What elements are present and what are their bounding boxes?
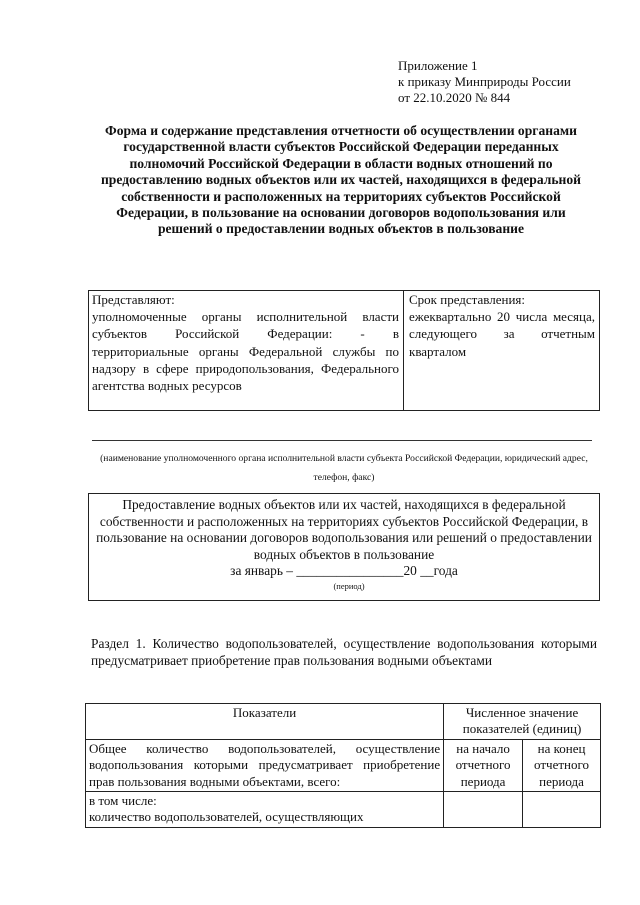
appendix-block xyxy=(398,58,571,106)
appendix-line-3: от 22.10.2020 № 844 xyxy=(398,90,511,105)
row-including-line-1: в том числе: xyxy=(89,793,157,809)
row-total-text: Общее количество водопользователей, осуществление водопользования которыми предусматривает приобретение прав пользования водными объектами, всего: xyxy=(86,739,444,791)
period-caption: (период) xyxy=(333,580,365,591)
submitters-heading: Представляют: xyxy=(92,292,175,307)
org-caption xyxy=(88,449,600,487)
appendix-line-1: Приложение 1 xyxy=(398,58,478,73)
row-including xyxy=(86,792,444,828)
submitters-column xyxy=(89,291,404,410)
table-header-row xyxy=(86,704,601,740)
table-row xyxy=(86,792,601,828)
appendix-line-2: к приказу Минприроды России xyxy=(398,74,571,89)
submission-box xyxy=(88,290,600,411)
col-start-period: на начало отчетного периода xyxy=(444,739,523,791)
deadline-heading: Срок представления: xyxy=(409,292,526,307)
submitters-text: уполномоченные органы исполнительной власти субъектов Российской Федерации: - в территориальные органы Федеральной службы по надзору в сфере природопользования, Федерального агентства водных ресурсов xyxy=(92,309,399,394)
row-including-line-2: количество водопользователей, осуществляющих xyxy=(89,809,364,825)
deadline-text: ежеквартально 20 числа месяца, следующего за отчетным кварталом xyxy=(409,309,595,359)
org-caption-line-1: (наименование уполномоченного органа исполнительной власти субъекта Российской Федерации, юридический адрес, xyxy=(100,453,588,464)
cell-end-value xyxy=(523,792,601,828)
indicators-table xyxy=(85,703,601,828)
document-title: Форма и содержание представления отчетности об осуществлении органами государственной власти субъектов Российской Федерации переданных полномочий Российской Федерации в области водных отношений по предоставлению водных объектов или их частей, находящихся в федеральной собственности и расположенных на территориях субъектов Российской Федерации, в пользование на основании договоров водопользования или решений о предоставлении водных объектов в пользование xyxy=(100,123,582,237)
header-indicators: Показатели xyxy=(86,704,444,740)
deadline-column xyxy=(404,291,599,410)
org-name-line xyxy=(92,440,592,441)
org-caption-line-2: телефон, факс) xyxy=(313,472,375,483)
header-value: Численное значение показателей (единиц) xyxy=(444,704,601,740)
section-1-heading: Раздел 1. Количество водопользователей, осуществление водопользования которыми предусматривает приобретение прав пользования водными объектами xyxy=(91,636,597,669)
cell-start-value xyxy=(444,792,523,828)
report-box xyxy=(88,493,600,601)
table-row xyxy=(86,739,601,791)
report-text: Предоставление водных объектов или их частей, находящихся в федеральной собственности и расположенных на территориях субъектов Российской Федерации, в пользование на основании договоров водопользования или решений о предоставлении водных объектов в пользование xyxy=(96,497,592,562)
period-line: за январь – ________________20 __года xyxy=(230,563,458,579)
col-end-period: на конец отчетного периода xyxy=(523,739,601,791)
